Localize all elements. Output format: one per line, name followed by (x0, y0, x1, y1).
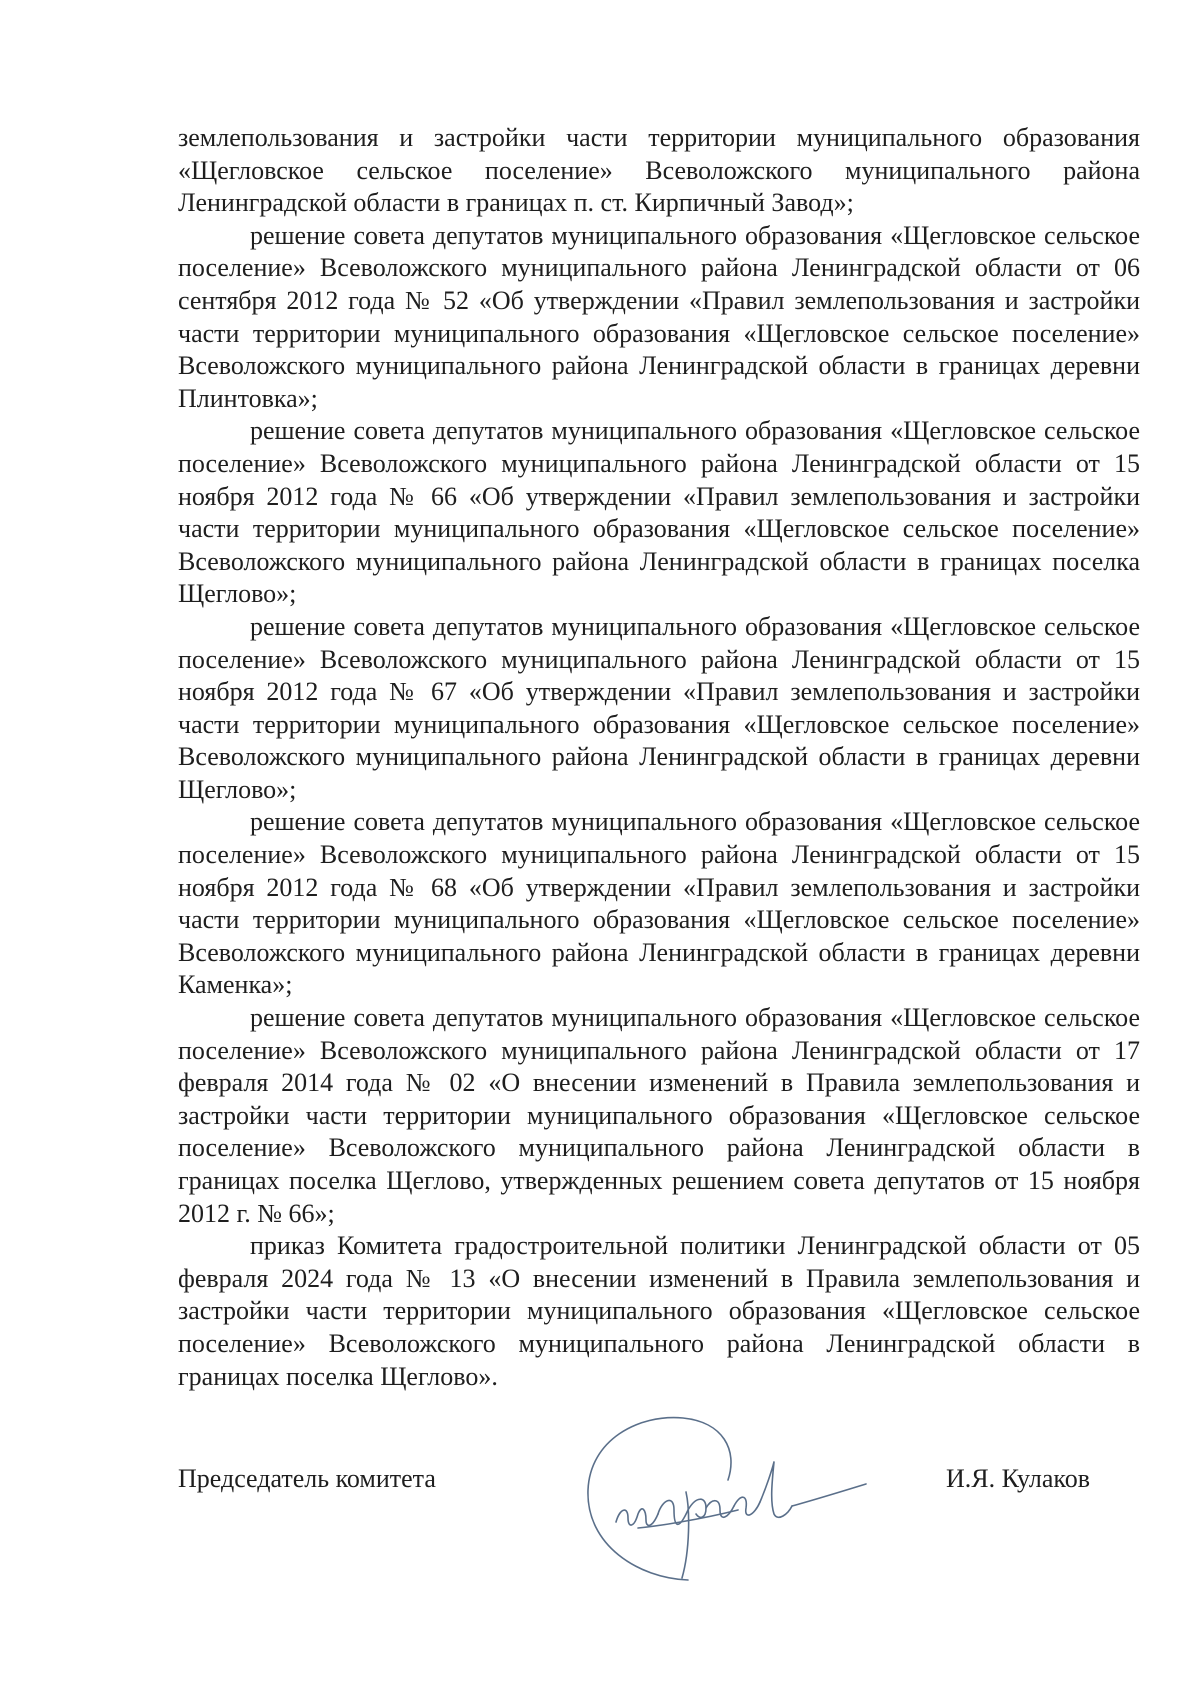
paragraph: приказ Комитета градостроительной политики Ленинградской области от 05 февраля 2024 года № 13 «О внесении изменений в Правила землепользования и застройки части территории муниципального образования «Щегловское сельское поселение» Всеволожского муниципального района Ленинградской области в границах поселка Щеглово». (178, 1231, 1140, 1391)
handwritten-signature (578, 1410, 868, 1590)
paragraph: землепользования и застройки части территории муниципального образования «Щегловское сельское поселение» Всеволожского муниципального района Ленинградской области в границах п. ст. Кирпичный Завод»; (178, 123, 1140, 218)
paragraph: решение совета депутатов муниципального образования «Щегловское сельское поселение» Всеволожского муниципального района Ленинградской области от 15 ноября 2012 года № 66 «Об утверждении «Правил землепользования и застройки части территории муниципального образования «Щегловское сельское поселение» Всеволожского муниципального района Ленинградской области в границах поселка Щеглово»; (178, 416, 1140, 609)
signatory-position: Председатель комитета (178, 1464, 436, 1493)
signatory-name: И.Я. Кулаков (946, 1464, 1090, 1493)
document-body (178, 122, 1140, 1393)
paragraph: решение совета депутатов муниципального образования «Щегловское сельское поселение» Всеволожского муниципального района Ленинградской области от 17 февраля 2014 года № 02 «О внесении изменений в Правила землепользования и застройки части территории муниципального образования «Щегловское сельское поселение» Всеволожского муниципального района Ленинградской области в границах поселка Щеглово, утвержденных решением совета депутатов от 15 ноября 2012 г. № 66»; (178, 1003, 1140, 1228)
paragraph: решение совета депутатов муниципального образования «Щегловское сельское поселение» Всеволожского муниципального района Ленинградской области от 15 ноября 2012 года № 67 «Об утверждении «Правил землепользования и застройки части территории муниципального образования «Щегловское сельское поселение» Всеволожского муниципального района Ленинградской области в границах деревни Щеглово»; (178, 611, 1140, 804)
paragraph: решение совета депутатов муниципального образования «Щегловское сельское поселение» Всеволожского муниципального района Ленинградской области от 15 ноября 2012 года № 68 «Об утверждении «Правил землепользования и застройки части территории муниципального образования «Щегловское сельское поселение» Всеволожского муниципального района Ленинградской области в границах деревни Каменка»; (178, 807, 1140, 1000)
paragraph: решение совета депутатов муниципального образования «Щегловское сельское поселение» Всеволожского муниципального района Ленинградской области от 06 сентября 2012 года № 52 «Об утверждении «Правил землепользования и застройки части территории муниципального образования «Щегловское сельское поселение» Всеволожского муниципального района Ленинградской области в границах деревни Плинтовка»; (178, 220, 1140, 413)
